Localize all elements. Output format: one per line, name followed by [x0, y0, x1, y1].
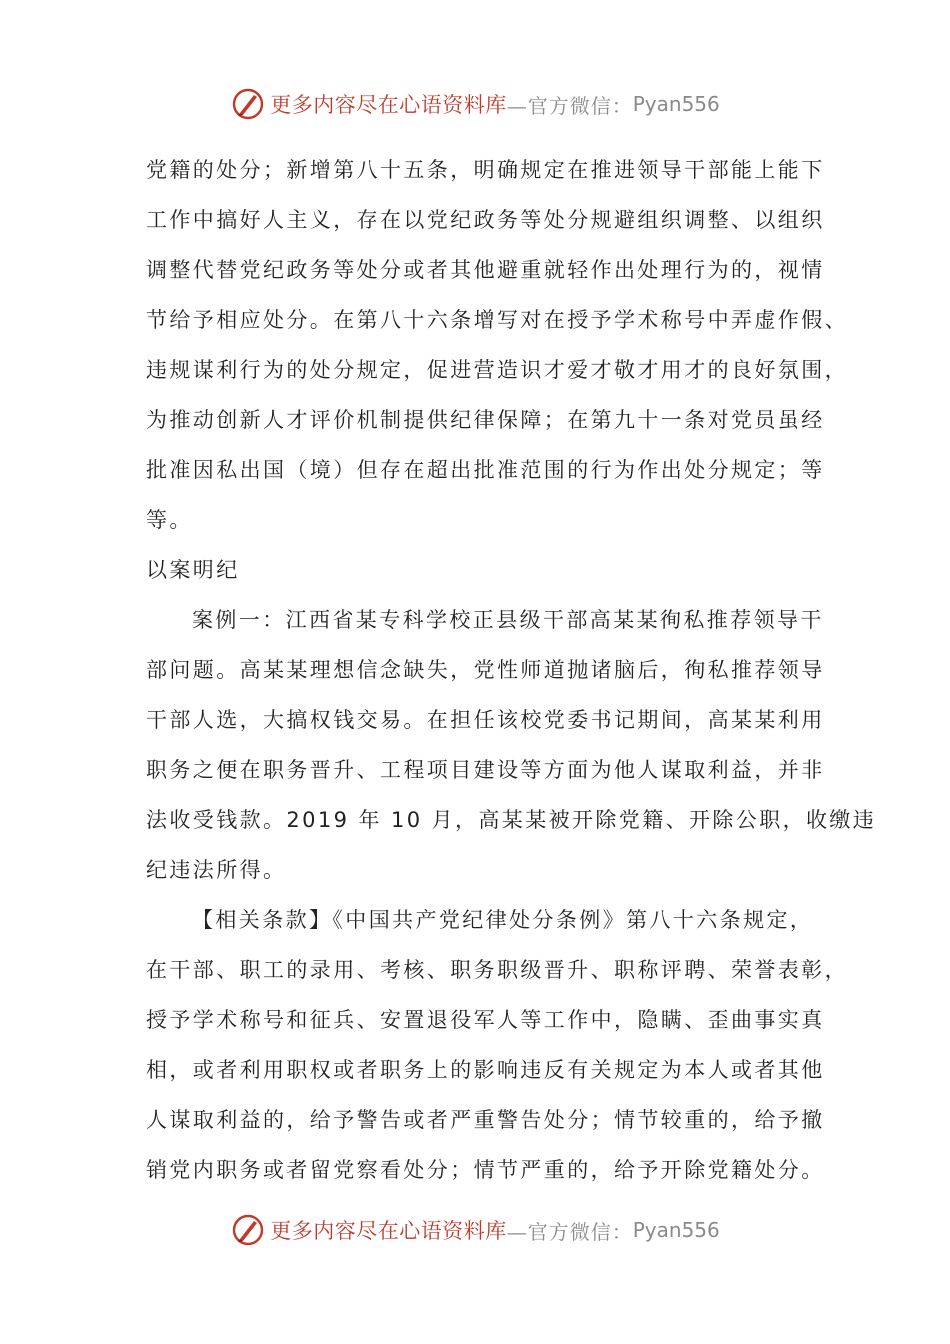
body-line: 节给予相应处分。在第八十六条增写对在授予学术称号中弄虚作假、	[146, 308, 848, 332]
clause-line: 相，或者利用职权或者职务上的影响违反有关规定为本人或者其他	[146, 1058, 825, 1082]
case-line: 纪违法所得。	[146, 858, 287, 882]
case-line: 干部人选，大搞权钱交易。在担任该校党委书记期间，高某某利用	[146, 708, 825, 732]
body-line: 党籍的处分；新增第八十五条，明确规定在推进领导干部能上能下	[146, 158, 825, 182]
case-line: 职务之便在职务晋升、工程项目建设等方面为他人谋取利益，并非	[146, 758, 825, 782]
pen-circle-logo-icon	[230, 86, 266, 122]
footer-banner	[0, 1210, 950, 1250]
clause-line: 授予学术称号和征兵、安置退役军人等工作中，隐瞒、歪曲事实真	[146, 1008, 825, 1032]
body-line: 调整代替党纪政务等处分或者其他避重就轻作出处理行为的，视情	[146, 258, 825, 282]
case-line: 法收受钱款。2019 年 10 月，高某某被开除党籍、开除公职，收缴违	[146, 808, 877, 832]
body-line: 工作中搞好人主义，存在以党纪政务等处分规避组织调整、以组织	[146, 208, 825, 232]
clause-line: 人谋取利益的，给予警告或者严重警告处分；情节较重的，给予撤	[146, 1108, 825, 1132]
body-line: 违规谋利行为的处分规定，促进营造识才爱才敬才用才的良好氛围，	[146, 358, 848, 382]
clause-line: 【相关条款】《中国共产党纪律处分条例》第八十六条规定，	[192, 908, 814, 932]
document-body	[146, 145, 877, 1195]
body-line: 为推动创新人才评价机制提供纪律保障；在第九十一条对党员虽经	[146, 408, 825, 432]
clause-line: 在干部、职工的录用、考核、职务职级晋升、职称评聘、荣誉表彰，	[146, 958, 848, 982]
banner-library-text: 更多内容尽在心语资料库	[270, 1219, 507, 1243]
body-line: 等。	[146, 508, 193, 532]
pen-circle-logo-icon	[230, 1212, 266, 1248]
body-line: 批准因私出国（境）但存在超出批准范围的行为作出处分规定；等	[146, 458, 825, 482]
banner-wechat-label: —官方微信：	[506, 93, 633, 118]
banner-wechat-label: —官方微信：	[506, 1219, 633, 1244]
case-line: 案例一：江西省某专科学校正县级干部高某某徇私推荐领导干	[192, 608, 824, 632]
case-line: 部问题。高某某理想信念缺失，党性师道抛诸脑后，徇私推荐领导	[146, 658, 825, 682]
section-heading: 以案明纪	[146, 558, 240, 582]
banner-wechat-id: Pyan556	[632, 92, 720, 116]
banner-library-text: 更多内容尽在心语资料库	[270, 93, 507, 117]
banner-wechat-id: Pyan556	[632, 1218, 720, 1242]
header-banner	[0, 84, 950, 124]
clause-line: 销党内职务或者留党察看处分；情节严重的，给予开除党籍处分。	[146, 1158, 825, 1182]
